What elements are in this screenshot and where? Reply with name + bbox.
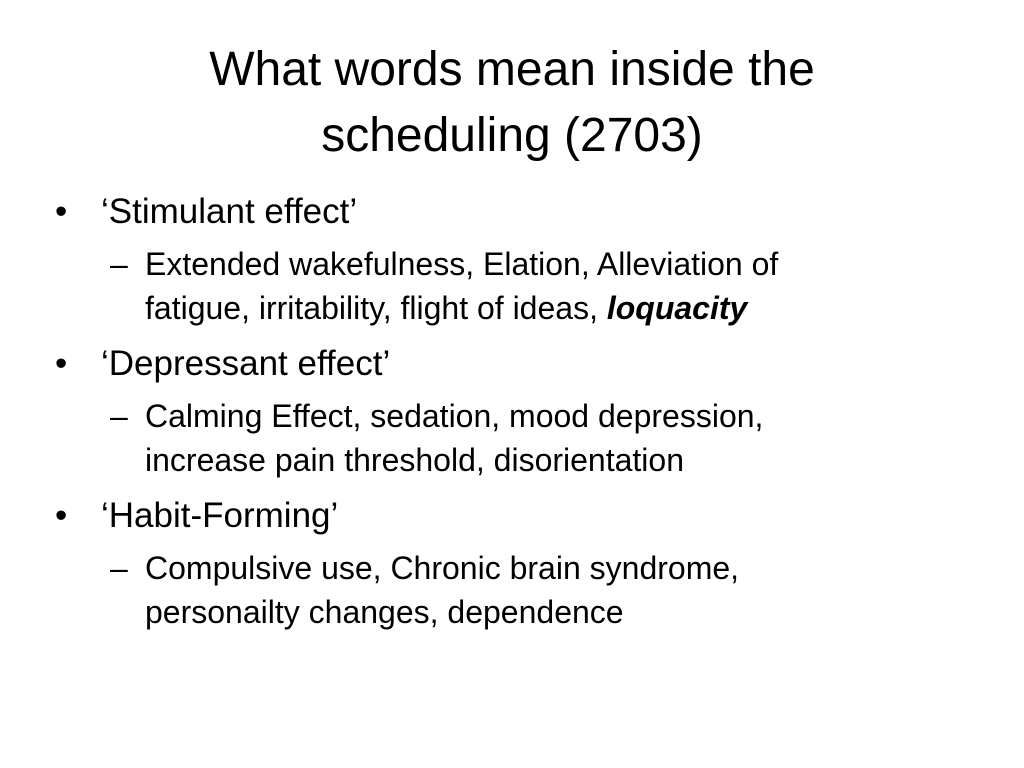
bullet-icon: • [55, 192, 68, 231]
dash-icon: – [110, 246, 128, 282]
bullet-label: ‘Stimulant effect’ [101, 192, 358, 231]
bullet-label: ‘Depressant effect’ [101, 344, 391, 383]
sub-bullet-stimulant-details [55, 242, 975, 330]
bullet-stimulant-effect [55, 188, 975, 236]
bullet-icon: • [55, 496, 68, 535]
dash-icon: – [110, 398, 128, 434]
emphasized-term: loquacity [606, 290, 748, 326]
sub-bullet-line-1: Extended wakefulness, Elation, Alleviation of [145, 246, 779, 282]
sub-bullet-line-2: fatigue, irritability, flight of ideas, [145, 290, 607, 326]
slide-title [60, 37, 964, 169]
sub-bullet-line-2: personailty changes, dependence [145, 594, 624, 630]
bullet-label: ‘Habit-Forming’ [101, 496, 339, 535]
sub-bullet-habit-details [55, 546, 975, 634]
bullet-icon: • [55, 344, 68, 383]
slide-title-line-2: scheduling (2703) [321, 109, 703, 162]
bullet-depressant-effect [55, 340, 975, 388]
sub-bullet-line-1: Compulsive use, Chronic brain syndrome, [145, 550, 740, 586]
sub-bullet-line-2: increase pain threshold, disorientation [145, 442, 684, 478]
bullet-habit-forming [55, 492, 975, 540]
sub-bullet-line-1: Calming Effect, sedation, mood depression, [145, 398, 764, 434]
sub-bullet-depressant-details [55, 394, 975, 482]
slide-title-line-1: What words mean inside the [209, 43, 815, 96]
slide-body [55, 188, 975, 644]
dash-icon: – [110, 550, 128, 586]
